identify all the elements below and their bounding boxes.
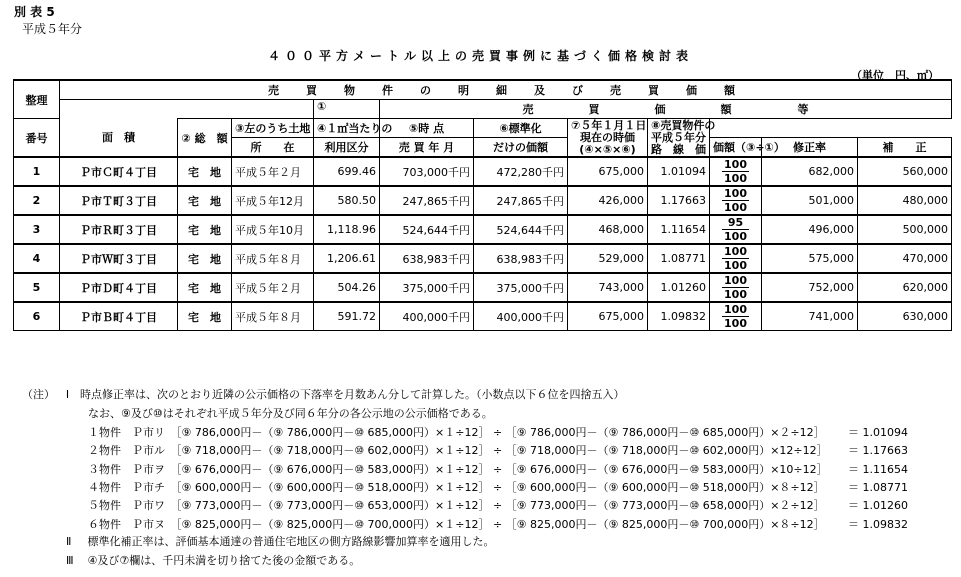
- std-numerator: 100: [724, 303, 747, 316]
- header-bango: 番号: [14, 119, 60, 158]
- header-unit-b: 価額（③÷①）: [710, 138, 762, 158]
- std-denominator: 100: [724, 201, 747, 214]
- row-std: [710, 273, 762, 302]
- row-rate: 1.01094: [648, 157, 710, 186]
- table-row: [14, 244, 952, 273]
- std-fraction: [722, 216, 749, 243]
- std-denominator: 100: [724, 288, 747, 301]
- header-jiten-b: 修正率: [762, 138, 858, 158]
- row-use: 宅 地: [178, 244, 232, 273]
- std-denominator: 100: [724, 317, 747, 330]
- row-rosen: 480,000: [858, 186, 952, 215]
- note-1-text: 時点修正率は、次のとおり近隣の公示価格の下落率を月数あん分して計算した。（小数点以下６位を四捨五入）: [80, 388, 625, 401]
- row-number: 2: [14, 186, 60, 215]
- row-location: Ｐ市Ｗ町３丁目: [60, 244, 178, 273]
- std-numerator: 100: [724, 245, 747, 258]
- calc-formula: ４物件 Ｐ市チ ［⑨ 600,000円－（⑨ 600,000円－⑩ 518,000円）×１÷12］ ÷ ［⑨ 600,000円－（⑨ 600,000円－⑩ 518,000円）×８÷12］: [88, 480, 825, 494]
- page-title: ４００平方メートル以上の売買事例に基づく価格検討表: [267, 49, 693, 63]
- row-number: 4: [14, 244, 60, 273]
- row-area: 1,206.61: [314, 244, 380, 273]
- header-row-2: [14, 100, 952, 119]
- table-body: [14, 157, 952, 331]
- note-2-text: 標準化補正率は、評価基本通達の普通住宅地区の側方路線影響加算率を適用した。: [87, 535, 495, 548]
- row-rate: 1.11654: [648, 215, 710, 244]
- unit-label: （単位 円、㎡）: [851, 69, 939, 82]
- row-land: 375,000千円: [474, 273, 568, 302]
- table-row: [14, 157, 952, 186]
- header-hyojun-a: ⑥標準化: [474, 119, 568, 138]
- row-rosen: 630,000: [858, 302, 952, 331]
- std-numerator: 95: [722, 216, 749, 230]
- calc-result: ＝ 1.08771: [848, 480, 908, 494]
- row-jika: 501,000: [762, 186, 858, 215]
- row-jika: 682,000: [762, 157, 858, 186]
- row-area: 1,118.96: [314, 215, 380, 244]
- header-land-b: だけの価額: [474, 138, 568, 158]
- header-rosen-c: 路 線 価: [651, 142, 706, 156]
- header-rosen-a: ⑧売買物件の: [651, 118, 716, 132]
- header-group: 売 買 物 件 の 明 細 及 び 売 買 価 額: [60, 80, 952, 100]
- note-3-text: ④及び⑦欄は、千円未満を切り捨てた後の金額である。: [87, 553, 361, 567]
- row-std: [710, 186, 762, 215]
- note-1-mark: Ⅰ: [65, 388, 70, 401]
- table-row: [14, 186, 952, 215]
- calc-result: ＝ 1.01260: [848, 499, 908, 513]
- std-numerator: 100: [724, 158, 747, 171]
- row-total: 247,865千円: [380, 186, 474, 215]
- std-fraction: [722, 187, 749, 214]
- row-area: 580.50: [314, 186, 380, 215]
- header-jiten-a: ⑤時 点: [380, 119, 474, 138]
- note-1: [22, 386, 625, 405]
- std-fraction: [722, 245, 749, 272]
- header-jika: [568, 119, 648, 158]
- row-number: 3: [14, 215, 60, 244]
- row-area: 699.46: [314, 157, 380, 186]
- calc-line: [88, 442, 908, 458]
- header-nengetsu: 売 買 年 月: [380, 138, 474, 158]
- row-location: Ｐ市Ｒ町３丁目: [60, 215, 178, 244]
- row-jika: 741,000: [762, 302, 858, 331]
- std-fraction: [722, 274, 749, 301]
- row-per-m2: 529,000: [568, 244, 648, 273]
- row-per-m2: 675,000: [568, 302, 648, 331]
- calc-formula: １物件 Ｐ市リ ［⑨ 786,000円－（⑨ 786,000円－⑩ 685,000円）×１÷12］ ÷ ［⑨ 786,000円－（⑨ 786,000円－⑩ 685,000円）×２÷12］: [88, 426, 825, 439]
- header-total: ② 総 額: [178, 119, 232, 158]
- calc-result: ＝ 1.17663: [848, 444, 908, 458]
- header-row-3: [14, 119, 952, 138]
- calc-line: [88, 479, 908, 495]
- row-number: 1: [14, 157, 60, 186]
- price-table: [13, 79, 952, 331]
- row-land: 638,983千円: [474, 244, 568, 273]
- notes: [22, 386, 625, 423]
- row-jika: 575,000: [762, 244, 858, 273]
- row-total: 703,000千円: [380, 157, 474, 186]
- row-land: 247,865千円: [474, 186, 568, 215]
- table-row: [14, 215, 952, 244]
- table-row: [14, 273, 952, 302]
- std-denominator: 100: [724, 259, 747, 272]
- note-2-mark: Ⅱ: [66, 535, 72, 548]
- note-2: [22, 533, 495, 552]
- row-date: 平成５年８月: [232, 302, 314, 331]
- header-shozai-label: 所 在: [250, 141, 295, 154]
- calc-result: ＝ 1.01094: [848, 426, 908, 439]
- row-std: [710, 302, 762, 331]
- notes-2: [22, 533, 495, 570]
- calc-formula: ２物件 Ｐ市ル ［⑨ 718,000円－（⑨ 718,000円－⑩ 602,000円）×１÷12］ ÷ ［⑨ 718,000円－（⑨ 718,000円－⑩ 602,000円）×12÷12］: [88, 444, 828, 458]
- row-per-m2: 426,000: [568, 186, 648, 215]
- header-hyojun-b: 補 正: [858, 138, 952, 158]
- row-date: 平成５年２月: [232, 157, 314, 186]
- row-rate: 1.17663: [648, 186, 710, 215]
- row-total: 400,000千円: [380, 302, 474, 331]
- note-3-mark: Ⅲ: [66, 553, 74, 567]
- std-fraction: [722, 158, 749, 185]
- row-rosen: 620,000: [858, 273, 952, 302]
- table-row: [14, 302, 952, 331]
- row-location: Ｐ市Ｃ町４丁目: [60, 157, 178, 186]
- row-total: 375,000千円: [380, 273, 474, 302]
- header-seiri: 整理: [14, 80, 60, 119]
- calc-formula: ６物件 Ｐ市ヌ ［⑨ 825,000円－（⑨ 825,000円－⑩ 700,000円）×１÷12］ ÷ ［⑨ 825,000円－（⑨ 825,000円－⑩ 700,000円）×８÷12］: [88, 517, 825, 531]
- calc-line: [88, 424, 908, 440]
- row-area: 504.26: [314, 273, 380, 302]
- header-jika-c: (④×⑤×⑥): [579, 142, 636, 156]
- notes-label: （注）: [22, 388, 55, 401]
- row-location: Ｐ市Ｂ町４丁目: [60, 302, 178, 331]
- row-date: 平成５年12月: [232, 186, 314, 215]
- header-unit-a: ④１㎡当たりの: [314, 119, 380, 138]
- header-blank: [60, 100, 314, 119]
- row-number: 6: [14, 302, 60, 331]
- row-location: Ｐ市Ｔ町３丁目: [60, 186, 178, 215]
- header-rosen-b: 平成５年分: [651, 130, 706, 144]
- std-fraction: [722, 303, 749, 330]
- row-use: 宅 地: [178, 215, 232, 244]
- row-use: 宅 地: [178, 157, 232, 186]
- year-label: 平成５年分: [22, 22, 83, 36]
- std-numerator: 100: [724, 274, 747, 287]
- header-shozai-cell: [232, 138, 314, 158]
- calc-result: ＝ 1.09832: [848, 517, 908, 531]
- header-jika-b: 現在の時価: [580, 130, 635, 144]
- row-use: 宅 地: [178, 302, 232, 331]
- annex-label: 別 表 5: [14, 5, 55, 19]
- row-rosen: 500,000: [858, 215, 952, 244]
- row-number: 5: [14, 273, 60, 302]
- row-std: [710, 215, 762, 244]
- note-1b: なお、⑨及び⑩はそれぞれ平成５年分及び同６年分の各公示地の公示価格である。: [88, 406, 493, 420]
- std-numerator: 100: [724, 187, 747, 200]
- header-row-1: [14, 80, 952, 100]
- row-use: 宅 地: [178, 273, 232, 302]
- row-land: 472,280千円: [474, 157, 568, 186]
- row-total: 638,983千円: [380, 244, 474, 273]
- calc-result: ＝ 1.11654: [848, 462, 908, 476]
- calc-formula: ３物件 Ｐ市ヲ ［⑨ 676,000円－（⑨ 676,000円－⑩ 583,000円）×１÷12］ ÷ ［⑨ 676,000円－（⑨ 676,000円－⑩ 583,000円）×10÷12］: [88, 462, 828, 476]
- row-std: [710, 157, 762, 186]
- row-rate: 1.08771: [648, 244, 710, 273]
- row-rate: 1.09832: [648, 302, 710, 331]
- row-jika: 496,000: [762, 215, 858, 244]
- row-per-m2: 468,000: [568, 215, 648, 244]
- row-date: 平成５年８月: [232, 244, 314, 273]
- row-land: 524,644千円: [474, 215, 568, 244]
- row-location: Ｐ市Ｄ町４丁目: [60, 273, 178, 302]
- header-rosen: [648, 118, 716, 158]
- std-denominator: 100: [724, 172, 747, 185]
- header-area: 面 積: [60, 119, 178, 158]
- row-date: 平成５年10月: [232, 215, 314, 244]
- note-3: [22, 552, 495, 571]
- header-land-a: ③左のうち土地: [232, 119, 314, 138]
- row-rosen: 470,000: [858, 244, 952, 273]
- calc-formula: ５物件 Ｐ市ワ ［⑨ 773,000円－（⑨ 773,000円－⑩ 653,000円）×１÷12］ ÷ ［⑨ 773,000円－（⑨ 773,000円－⑩ 658,000円）×２÷12］: [88, 499, 825, 513]
- calc-line: [88, 461, 908, 477]
- row-land: 400,000千円: [474, 302, 568, 331]
- row-per-m2: 743,000: [568, 273, 648, 302]
- calc-line: [88, 516, 908, 532]
- row-rosen: 560,000: [858, 157, 952, 186]
- header-jika-a: ⑦５年１月１日: [571, 118, 647, 132]
- header-area-num: ①: [314, 100, 380, 119]
- calc-line: [88, 497, 908, 513]
- header-price-group: 売 買 価 額 等: [380, 100, 952, 119]
- row-std: [710, 244, 762, 273]
- row-rate: 1.01260: [648, 273, 710, 302]
- row-area: 591.72: [314, 302, 380, 331]
- row-jika: 752,000: [762, 273, 858, 302]
- row-date: 平成５年２月: [232, 273, 314, 302]
- row-total: 524,644千円: [380, 215, 474, 244]
- row-per-m2: 675,000: [568, 157, 648, 186]
- std-denominator: 100: [724, 230, 747, 243]
- header-riyo: 利用区分: [314, 138, 380, 158]
- row-use: 宅 地: [178, 186, 232, 215]
